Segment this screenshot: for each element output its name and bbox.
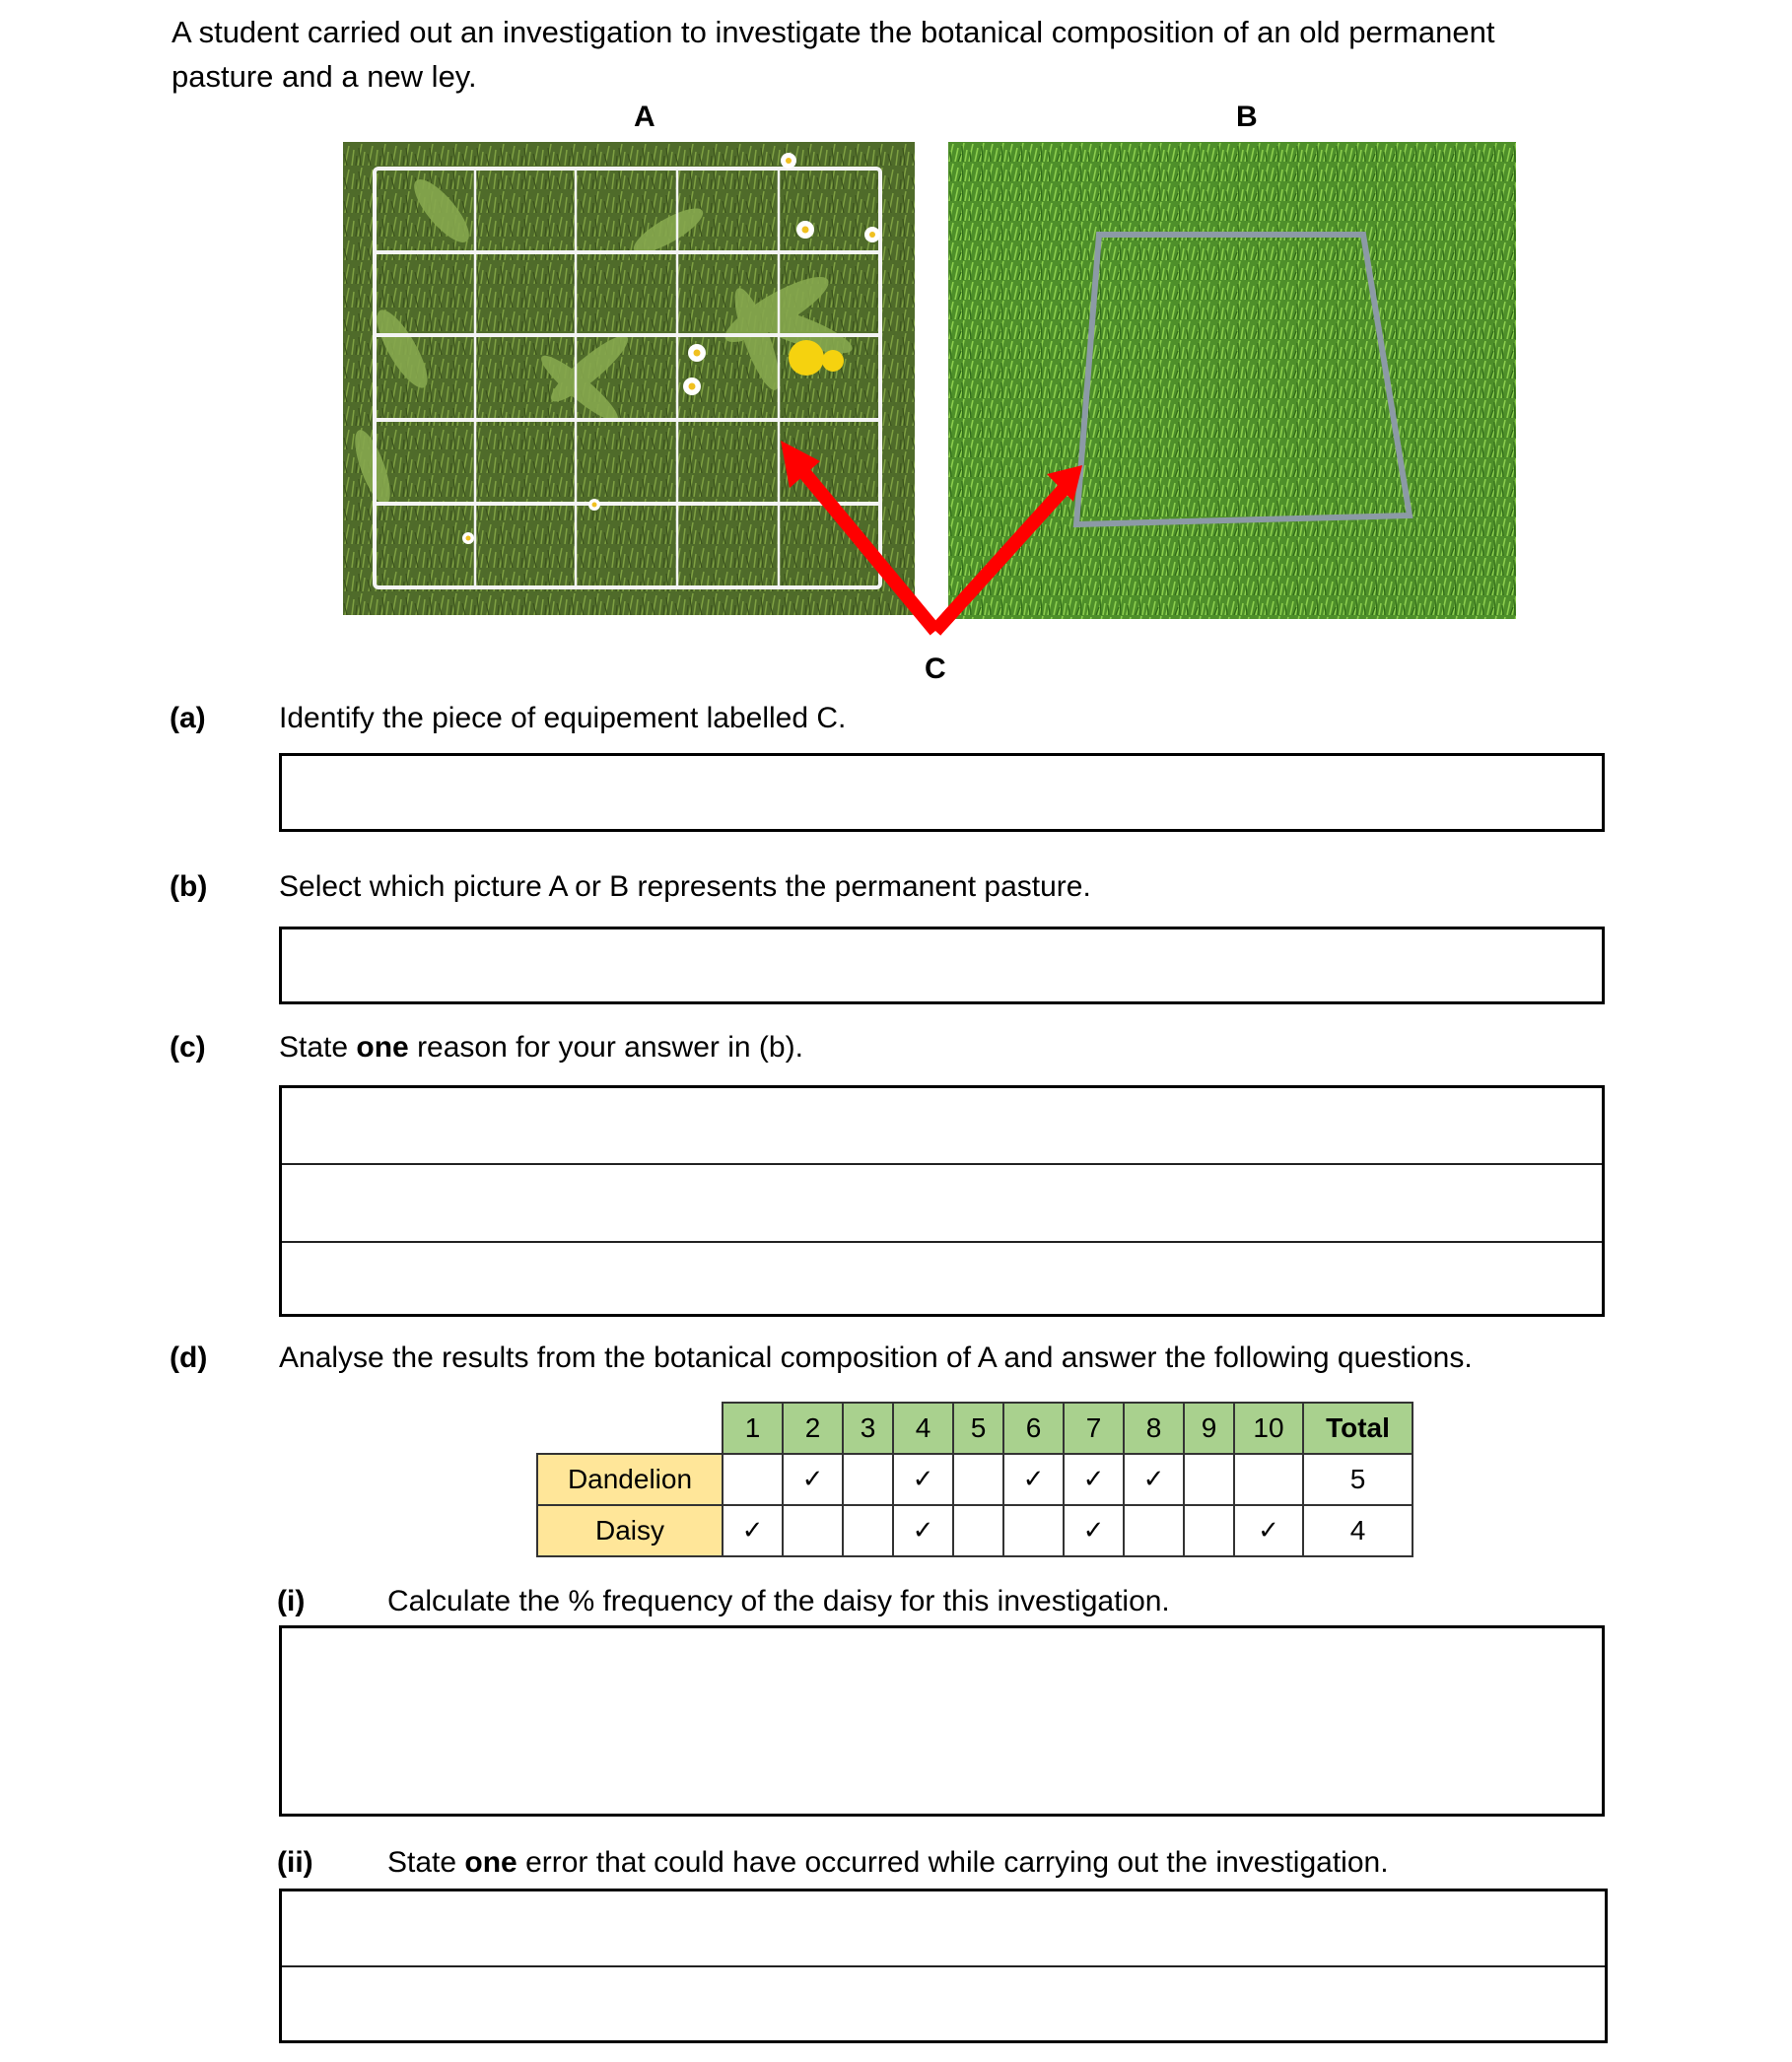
answer-line [282, 1241, 1602, 1243]
subquestion-ii-text: State one error that could have occurred while carrying out the investigation. [387, 1846, 1389, 1879]
table-cell: ✓ [893, 1454, 953, 1505]
table-total-cell: 4 [1303, 1505, 1413, 1556]
question-d-text: Analyse the results from the botanical composition of A and answer the following questions. [279, 1341, 1473, 1374]
table-cell: ✓ [893, 1505, 953, 1556]
table-header-cell: 10 [1234, 1403, 1303, 1454]
question-c-text: State one reason for your answer in (b). [279, 1031, 803, 1064]
answer-line [282, 1965, 1605, 1967]
table-cell: ✓ [1234, 1505, 1303, 1556]
species-dandelion: Dandelion [537, 1454, 723, 1505]
question-c-label: (c) [170, 1031, 206, 1064]
figure-label-c: C [925, 653, 946, 685]
table-header-cell: 3 [843, 1403, 893, 1454]
table-header-cell: 2 [783, 1403, 843, 1454]
species-daisy: Daisy [537, 1505, 723, 1556]
table-cell [1124, 1505, 1184, 1556]
table-header-cell: 4 [893, 1403, 953, 1454]
table-cell [1184, 1505, 1234, 1556]
figure-label-a: A [634, 101, 655, 133]
question-a-label: (a) [170, 702, 206, 734]
question-d-label: (d) [170, 1341, 208, 1374]
answer-box-d-i[interactable] [279, 1625, 1605, 1817]
table-cell [1234, 1454, 1303, 1505]
table-cell: ✓ [1003, 1454, 1064, 1505]
answer-box-a[interactable] [279, 753, 1605, 832]
answer-box-b[interactable] [279, 927, 1605, 1004]
table-header-cell: 6 [1003, 1403, 1064, 1454]
table-corner [537, 1403, 723, 1454]
table-header-cell: 8 [1124, 1403, 1184, 1454]
table-cell: ✓ [783, 1454, 843, 1505]
subquestion-i-text: Calculate the % frequency of the daisy for this investigation. [387, 1585, 1170, 1617]
subquestion-ii-label: (ii) [277, 1846, 313, 1879]
table-header-total: Total [1303, 1403, 1413, 1454]
table-cell [723, 1454, 783, 1505]
table-cell: ✓ [1064, 1505, 1124, 1556]
table-row [537, 1505, 1413, 1556]
table-header-cell: 1 [723, 1403, 783, 1454]
results-table [536, 1402, 1413, 1557]
question-b-label: (b) [170, 870, 208, 903]
table-cell [843, 1454, 893, 1505]
table-total-cell: 5 [1303, 1454, 1413, 1505]
table-cell [1003, 1505, 1064, 1556]
intro-text: A student carried out an investigation to investigate the botanical composition of an old permanent pasture and a new ley. [172, 15, 1495, 94]
table-cell: ✓ [723, 1505, 783, 1556]
table-cell [953, 1505, 1003, 1556]
table-row [537, 1454, 1413, 1505]
subquestion-i-label: (i) [277, 1585, 306, 1617]
table-cell: ✓ [1064, 1454, 1124, 1505]
table-header-cell: 7 [1064, 1403, 1124, 1454]
question-a-text: Identify the piece of equipement labelled C. [279, 702, 847, 734]
answer-box-c[interactable] [279, 1085, 1605, 1317]
answer-line [282, 1163, 1602, 1165]
table-cell: ✓ [1124, 1454, 1184, 1505]
figure-label-b: B [1236, 101, 1258, 133]
table-header-cell: 5 [953, 1403, 1003, 1454]
arrows-to-quadrats [0, 0, 1792, 690]
table-cell [843, 1505, 893, 1556]
table-header-row [537, 1403, 1413, 1454]
table-cell [953, 1454, 1003, 1505]
answer-box-d-ii[interactable] [279, 1889, 1608, 2043]
question-b-text: Select which picture A or B represents the permanent pasture. [279, 870, 1091, 903]
table-cell [783, 1505, 843, 1556]
table-cell [1184, 1454, 1234, 1505]
table-header-cell: 9 [1184, 1403, 1234, 1454]
